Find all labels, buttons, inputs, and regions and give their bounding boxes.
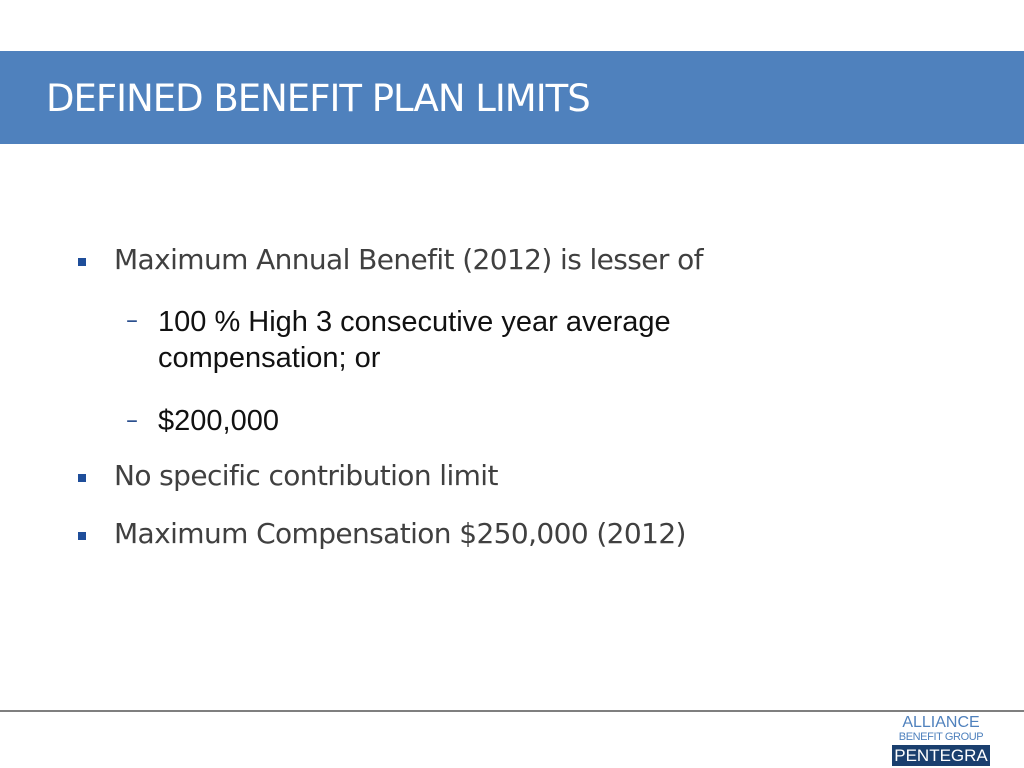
bullet-maximum-annual-benefit: Maximum Annual Benefit (2012) is lesser of [114, 243, 703, 276]
bullet-maximum-compensation: Maximum Compensation $250,000 (2012) [114, 517, 686, 550]
logo-pentegra-block [892, 745, 990, 766]
bullet-square-icon [78, 258, 90, 270]
logo-line-alliance: ALLIANCE [902, 714, 980, 731]
footer-divider [0, 710, 1024, 712]
bullet-square-icon [78, 474, 90, 486]
sub-bullet-200000: $200,000 [158, 405, 279, 437]
sub-bullet-dash-icon: – [126, 306, 138, 334]
logo-line-benefit-group: BENEFIT GROUP [898, 731, 984, 743]
sub-bullet-high-3-average: 100 % High 3 consecutive year average compensation; or [158, 306, 671, 374]
sub-bullet-dash-icon: – [126, 406, 138, 434]
bullet-square-icon [78, 532, 90, 544]
bullet-no-contribution-limit: No specific contribution limit [114, 459, 498, 492]
logo-line-pentegra: PENTEGRA [894, 746, 988, 765]
alliance-benefit-group-logo [892, 714, 990, 766]
slide-title: DEFINED BENEFIT PLAN LIMITS [46, 77, 590, 120]
